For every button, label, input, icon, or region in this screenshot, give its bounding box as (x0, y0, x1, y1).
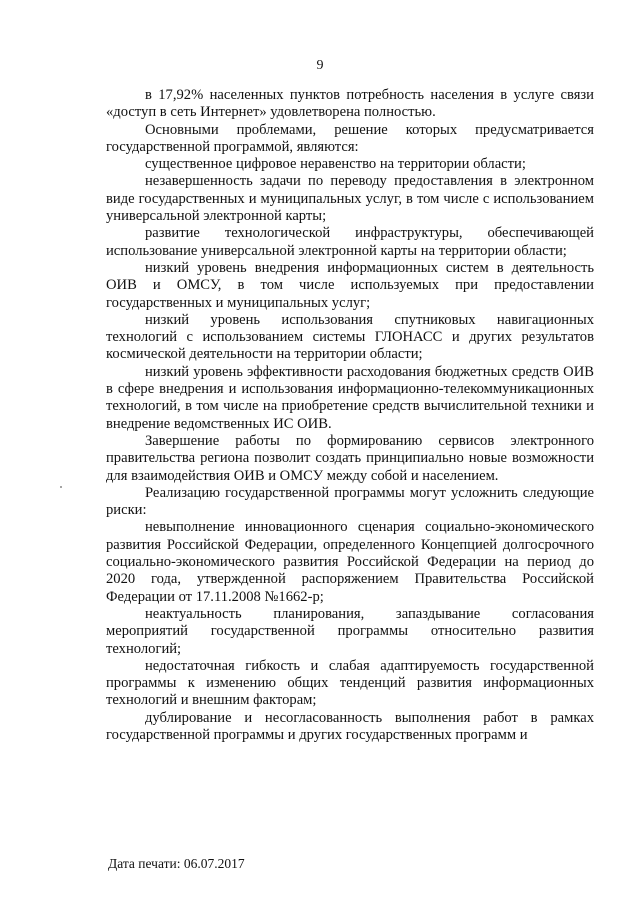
page-number: 9 (316, 58, 324, 73)
paragraph-risk-planning: неактуальность планирования, запаздывание согласования мероприятий государственной программы относительно развития технологий; (106, 605, 594, 657)
paragraph-main-problems: Основными проблемами, решение которых предусматривается государственной программой, являются: (106, 121, 594, 155)
paragraph-e-government: Завершение работы по формированию сервисов электронного правительства региона позволит создать принципиально новые возможности для взаимодействия ОИВ и ОМСУ между собой и населением. (106, 432, 594, 484)
paragraph-infrastructure: развитие технологической инфраструктуры, обеспечивающей использование универсальной электронной карты на территории области; (106, 225, 594, 259)
paragraph-risk-scenario: невыполнение инновационного сценария социально-экономического развития Российской Федерации, определенного Концепцией долгосрочного социально-экономического развития Российской Федерации на период до 2020 года, утвержденной распоряжением Правительства Российской Федерации от 17.11.2008 №1662-р; (106, 519, 594, 605)
paragraph-electronic-services: незавершенность задачи по переводу предоставления в электронном виде государственных и муниципальных услуг, в том числе с использованием универсальной электронной карты; (106, 173, 594, 225)
paragraph-internet-access: в 17,92% населенных пунктов потребность населения в услуге связи «доступ в сеть Интернет» удовлетворена полностью. (106, 87, 594, 121)
paragraph-risk-flexibility: недостаточная гибкость и слабая адаптируемость государственной программы к изменению общих тенденций развития информационных технологий и внешним факторам; (106, 657, 594, 709)
paragraph-information-systems: низкий уровень внедрения информационных систем в деятельность ОИВ и ОМСУ, в том числе используемых при предоставлении государственных и муниципальных услуг; (106, 259, 594, 311)
paragraph-risks-intro: Реализацию государственной программы могут усложнить следующие риски: (106, 484, 594, 519)
print-date: Дата печати: 06.07.2017 (108, 856, 245, 871)
document-body (106, 87, 594, 744)
paragraph-budget-efficiency: низкий уровень эффективности расходования бюджетных средств ОИВ в сфере внедрения и использования информационно-телекоммуникационных технологий, в том числе на приобретение средств вычислительной техники и внедрение ведомственных ИС ОИВ. (106, 363, 594, 432)
paragraph-digital-inequality: существенное цифровое неравенство на территории области; (145, 156, 526, 173)
paragraph-risk-duplication: дублирование и несогласованность выполнения работ в рамках государственной программы и других государственных программ и (106, 709, 594, 743)
paragraph-glonass: низкий уровень использования спутниковых навигационных технологий с использованием системы ГЛОНАСС и других результатов космической деятельности на территории области; (106, 311, 594, 363)
scan-margin-mark (60, 486, 62, 488)
